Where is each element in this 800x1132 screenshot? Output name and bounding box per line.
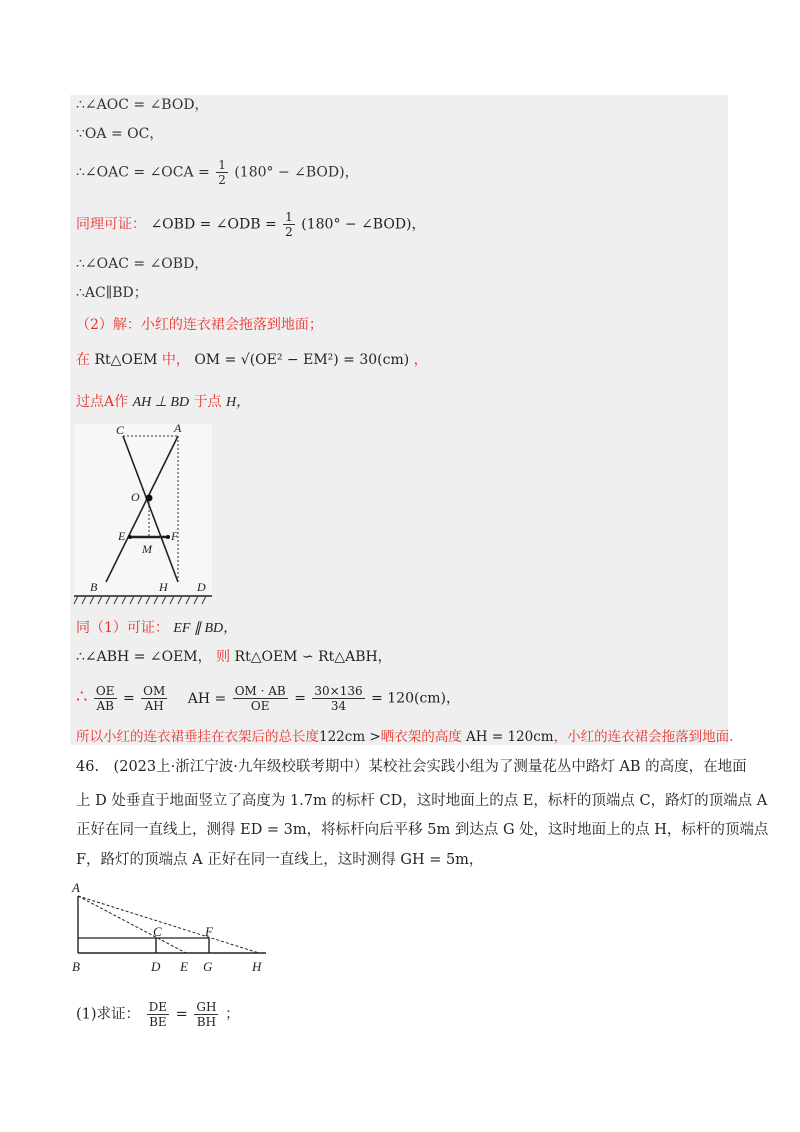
point-e — [128, 535, 132, 539]
label-c: C — [153, 924, 162, 939]
label-c: C — [116, 423, 125, 437]
fraction-gh-bh: $\frac{GH}{BH}$ — [196, 1000, 217, 1029]
math-text: H， — [226, 395, 251, 410]
math-text: AH = 120cm — [466, 729, 554, 745]
solution-line-5: ∴∠OAC = ∠OBD， — [76, 256, 209, 272]
label-a: A — [174, 421, 182, 435]
red-text: 在 — [76, 352, 90, 368]
figure-bg — [74, 424, 212, 596]
red-text: 所以小红的连衣裙垂挂在衣架后的总长度 — [76, 729, 319, 745]
problem-46-line-1: 46. (2023上·浙江宁波·九年级校联考期中）某校社会实践小组为了测量花丛中路灯 AB 的高度，在地面 — [76, 759, 747, 775]
red-text: ，小红的连衣裙会拖落到地面. — [553, 729, 734, 745]
equals: = — [294, 690, 306, 707]
equals: = — [175, 1006, 188, 1023]
red-text: 晒衣架的高度 — [380, 729, 462, 745]
point-o — [146, 495, 153, 502]
eq-text: (180° − ∠BOD)， — [301, 216, 426, 233]
red-text: 同（1）可证： — [76, 620, 169, 636]
fraction-om-ah: $\frac{OM}{AH}$ — [143, 684, 166, 713]
math-text: AH ⊥ BD — [132, 395, 190, 410]
math-text: 122cm > — [319, 729, 381, 745]
eq-text: ∠OBD = ∠ODB = — [150, 216, 277, 233]
solution-line-12 — [76, 684, 460, 713]
figure-clothes-rack — [70, 420, 215, 610]
red-text: 则 — [216, 649, 231, 665]
label-b: B — [72, 959, 80, 974]
equals: = — [122, 690, 135, 707]
label-b: B — [90, 580, 98, 594]
math-text: OM = √(OE² − EM²) = 30(cm) — [194, 352, 410, 368]
fraction-numeric: $\frac{30\times 136}{34}$ — [314, 684, 363, 713]
question-prefix: (1)求证： — [76, 1006, 141, 1023]
label-d: D — [151, 959, 161, 974]
solution-line-6: ∴AC∥BD； — [76, 285, 148, 301]
solution-line-8 — [76, 350, 428, 370]
problem-46-line-3: 正好在同一直线上，测得 ED = 3m，将标杆向后平移 5m 到达点 G 处，这时地面上的点 H，标杆的顶端点 — [76, 822, 769, 838]
math-text: ∴∠ABH = ∠OEM， — [76, 649, 212, 665]
red-text: 于点 — [193, 394, 222, 410]
eq-text: ∴∠OAC = ∠OCA = — [76, 164, 210, 181]
punctuation: ； — [225, 1006, 240, 1023]
red-text: ， — [413, 352, 428, 368]
label-e: E — [118, 529, 126, 543]
eq-text: (180° − ∠BOD)， — [234, 164, 359, 181]
solution-line-11 — [76, 647, 392, 667]
red-label: 同理可证： — [76, 216, 146, 233]
problem-46-line-4: F，路灯的顶端点 A 正好在同一直线上，这时测得 GH = 5m， — [76, 852, 484, 868]
solution-line-13 — [76, 727, 733, 747]
therefore-symbol: ∴ — [76, 686, 88, 708]
solution-line-7: （2）解：小红的连衣裙会拖落到地面； — [76, 317, 323, 333]
math-text: Rt△OEM — [94, 352, 158, 368]
label-a: A — [72, 880, 80, 895]
fraction-de-be: $\frac{DE}{BE}$ — [148, 1000, 168, 1029]
label-h: H — [159, 580, 168, 594]
fraction-omab-oe: $\frac{OM \cdot AB}{OE}$ — [234, 684, 286, 713]
question-1 — [76, 1000, 240, 1029]
figure-street-lamp — [66, 878, 276, 978]
fraction-oe-ab: $\frac{OE}{AB}$ — [95, 684, 115, 713]
label-h: H — [252, 959, 262, 974]
label-m: M — [142, 542, 152, 556]
math-text: Rt△OEM ∽ Rt△ABH， — [234, 649, 392, 665]
solution-line-9 — [76, 392, 250, 413]
math-text: = 120(cm)， — [371, 690, 461, 707]
solution-line-1: ∴∠AOC = ∠BOD， — [76, 97, 209, 113]
fraction: $\frac{1}{2}$ — [218, 158, 226, 187]
fraction: $\frac{1}{2}$ — [285, 210, 293, 239]
solution-line-4 — [76, 210, 426, 239]
label-f: F — [171, 529, 179, 543]
math-text: AH = — [187, 690, 227, 707]
solution-line-10 — [76, 618, 237, 639]
math-text: EF ∥ BD， — [173, 621, 238, 636]
point-f — [166, 535, 170, 539]
red-text: 过点A作 — [76, 394, 129, 410]
label-o: O — [131, 490, 140, 504]
solution-line-2: ∵OA = OC， — [76, 126, 164, 142]
red-text: 中， — [161, 352, 190, 368]
label-g: G — [203, 959, 213, 974]
ground-hatch — [74, 596, 206, 604]
label-d: D — [197, 580, 206, 594]
problem-46-line-2: 上 D 处垂直于地面竖立了高度为 1.7m 的标杆 CD，这时地面上的点 E，标杆的顶端点 C，路灯的顶端点 A — [76, 793, 768, 809]
segment-ah — [78, 896, 259, 953]
label-f: F — [205, 924, 213, 939]
solution-line-3 — [76, 158, 359, 187]
label-e: E — [180, 959, 188, 974]
